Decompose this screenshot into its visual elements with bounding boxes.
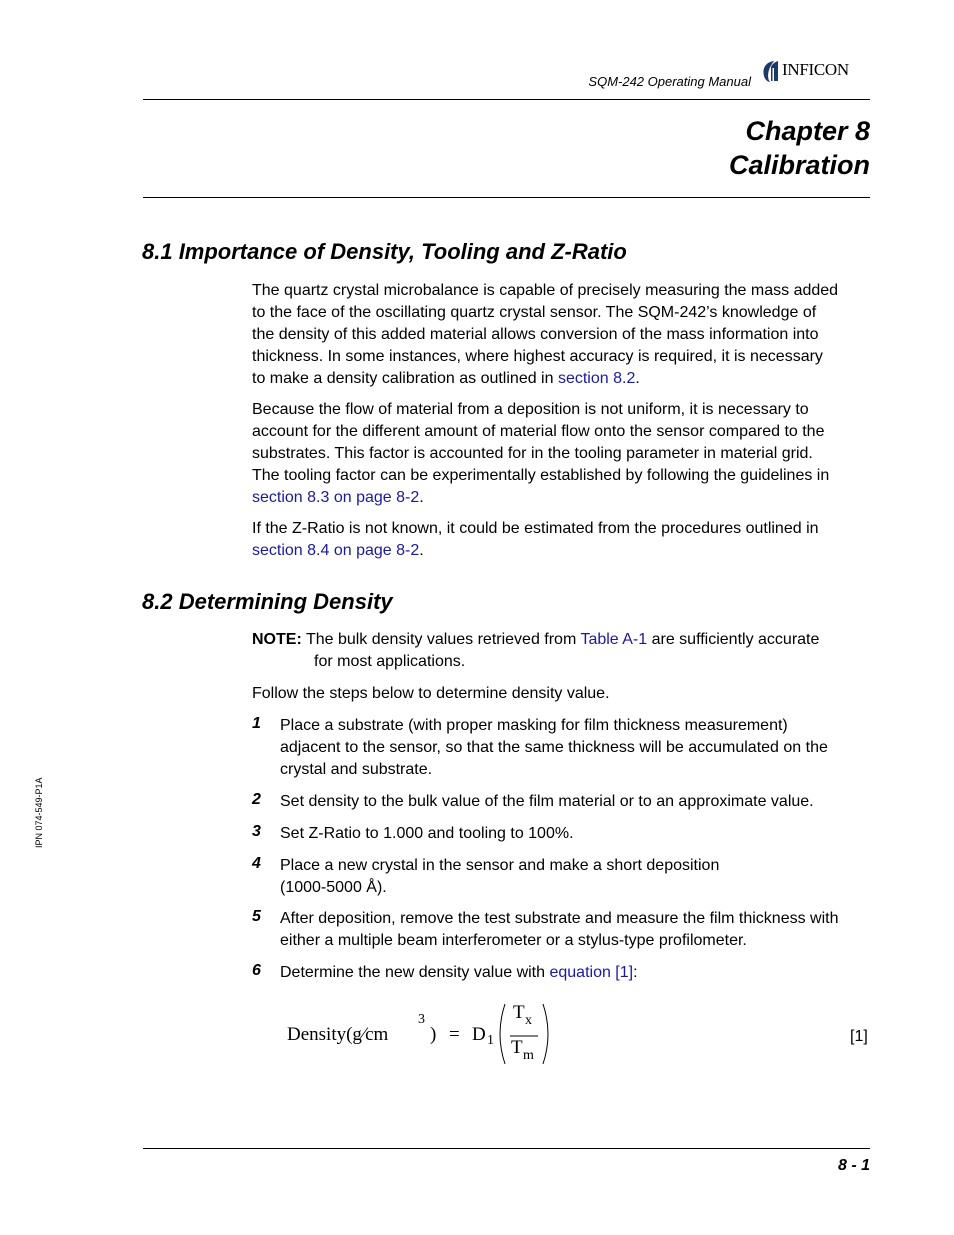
punctuation: .	[419, 489, 424, 506]
text-line: to the face of the oscillating quartz crystal sensor. The SQM-242’s knowledge of	[252, 304, 817, 321]
note	[252, 629, 872, 673]
paragraph-3	[252, 518, 872, 562]
step-number: 5	[252, 908, 261, 925]
note-text: are sufficiently accurate	[647, 631, 820, 648]
paragraph-2	[252, 399, 872, 509]
section-8-2-link[interactable]: section 8.2	[557, 370, 636, 387]
logo-text: INFICON	[782, 60, 849, 79]
section-8-1-heading: 8.1 Importance of Density, Tooling and Z-Ratio	[142, 239, 627, 264]
step-number: 4	[252, 855, 261, 872]
text-line: Place a new crystal in the sensor and make a short deposition	[280, 857, 720, 874]
text-line: adjacent to the sensor, so that the same thickness will be accumulated on the	[280, 739, 828, 756]
note-text: The bulk density values retrieved from	[301, 631, 581, 648]
text-line: The quartz crystal microbalance is capable of precisely measuring the mass added	[252, 282, 839, 299]
text-line: If the Z-Ratio is not known, it could be estimated from the procedures outlined in	[252, 520, 819, 537]
equation-1-link[interactable]: equation [1]	[549, 964, 634, 981]
text-line: Determine the new density value with	[280, 964, 550, 981]
density-equation	[287, 1000, 557, 1070]
text-line: the density of this added material allows conversion of the mass information into	[252, 326, 819, 343]
text-line: After deposition, remove the test substrate and measure the film thickness with	[280, 910, 839, 927]
eq-denominator-t: T	[511, 1037, 523, 1058]
header-rule	[143, 99, 870, 100]
eq-equals: =	[449, 1024, 460, 1045]
step-3-text: Set Z-Ratio to 1.000 and tooling to 100%.	[280, 825, 574, 842]
manual-title: SQM-242 Operating Manual	[588, 74, 751, 89]
step-6-text	[280, 962, 872, 984]
eq-numerator-t: T	[513, 1002, 525, 1023]
note-label: NOTE:	[252, 631, 302, 648]
text-line: either a multiple beam interferometer or a stylus-type profilometer.	[280, 932, 747, 949]
text-line: thickness. In some instances, where highest accuracy is required, it is necessary	[252, 348, 823, 365]
text-line: The tooling factor can be experimentally established by following the guidelines in	[252, 467, 830, 484]
punctuation: .	[419, 542, 424, 559]
eq-denominator-subscript: m	[523, 1048, 534, 1063]
text-line: substrates. This factor is accounted for in the tooling parameter in material grid.	[252, 445, 813, 462]
eq-d-subscript: 1	[487, 1033, 494, 1048]
step-1-text	[280, 715, 872, 781]
step-4-text	[280, 855, 872, 899]
text-line: (1000-5000 Å).	[280, 879, 387, 896]
chapter-title: Calibration	[728, 150, 870, 180]
eq-lhs-exponent: 3	[418, 1012, 425, 1027]
text-line: Because the flow of material from a deposition is not uniform, it is necessary to	[252, 401, 809, 418]
table-a-1-link[interactable]: Table A-1	[580, 631, 648, 648]
step-number: 2	[252, 791, 261, 808]
inficon-logo	[760, 58, 872, 84]
section-8-3-link[interactable]: section 8.3 on page 8-2	[252, 489, 420, 506]
footer-rule	[143, 1148, 870, 1149]
punctuation: :	[633, 964, 638, 981]
text-line: Place a substrate (with proper masking for film thickness measurement)	[280, 717, 788, 734]
paragraph-1	[252, 280, 872, 390]
note-text: for most applications.	[314, 653, 466, 670]
section-8-4-link[interactable]: section 8.4 on page 8-2	[252, 542, 420, 559]
intro-text: Follow the steps below to determine density value.	[252, 685, 610, 702]
step-number: 1	[252, 715, 261, 732]
chapter-rule	[143, 197, 870, 198]
inficon-swirl-icon	[760, 58, 782, 84]
text-line: crystal and substrate.	[280, 761, 433, 778]
eq-lhs-close: )	[430, 1024, 437, 1045]
eq-numerator-subscript: x	[525, 1013, 532, 1028]
step-5-text	[280, 908, 872, 952]
document-ipn: IPN 074-549-P1A	[34, 777, 44, 848]
page-number: 8 - 1	[837, 1157, 870, 1174]
text-line: to make a density calibration as outlined in	[252, 370, 558, 387]
step-number: 3	[252, 823, 261, 840]
eq-lhs: Density(g⁄cm	[287, 1024, 389, 1045]
section-8-2-heading: 8.2 Determining Density	[142, 589, 393, 614]
step-number: 6	[252, 962, 261, 979]
step-2-text: Set density to the bulk value of the film material or to an approximate value.	[280, 793, 814, 810]
chapter-number: Chapter 8	[745, 116, 870, 146]
text-line: account for the different amount of material flow onto the sensor compared to the	[252, 423, 825, 440]
eq-d: D	[472, 1024, 486, 1045]
punctuation: .	[635, 370, 640, 387]
equation-number: [1]	[850, 1028, 868, 1045]
